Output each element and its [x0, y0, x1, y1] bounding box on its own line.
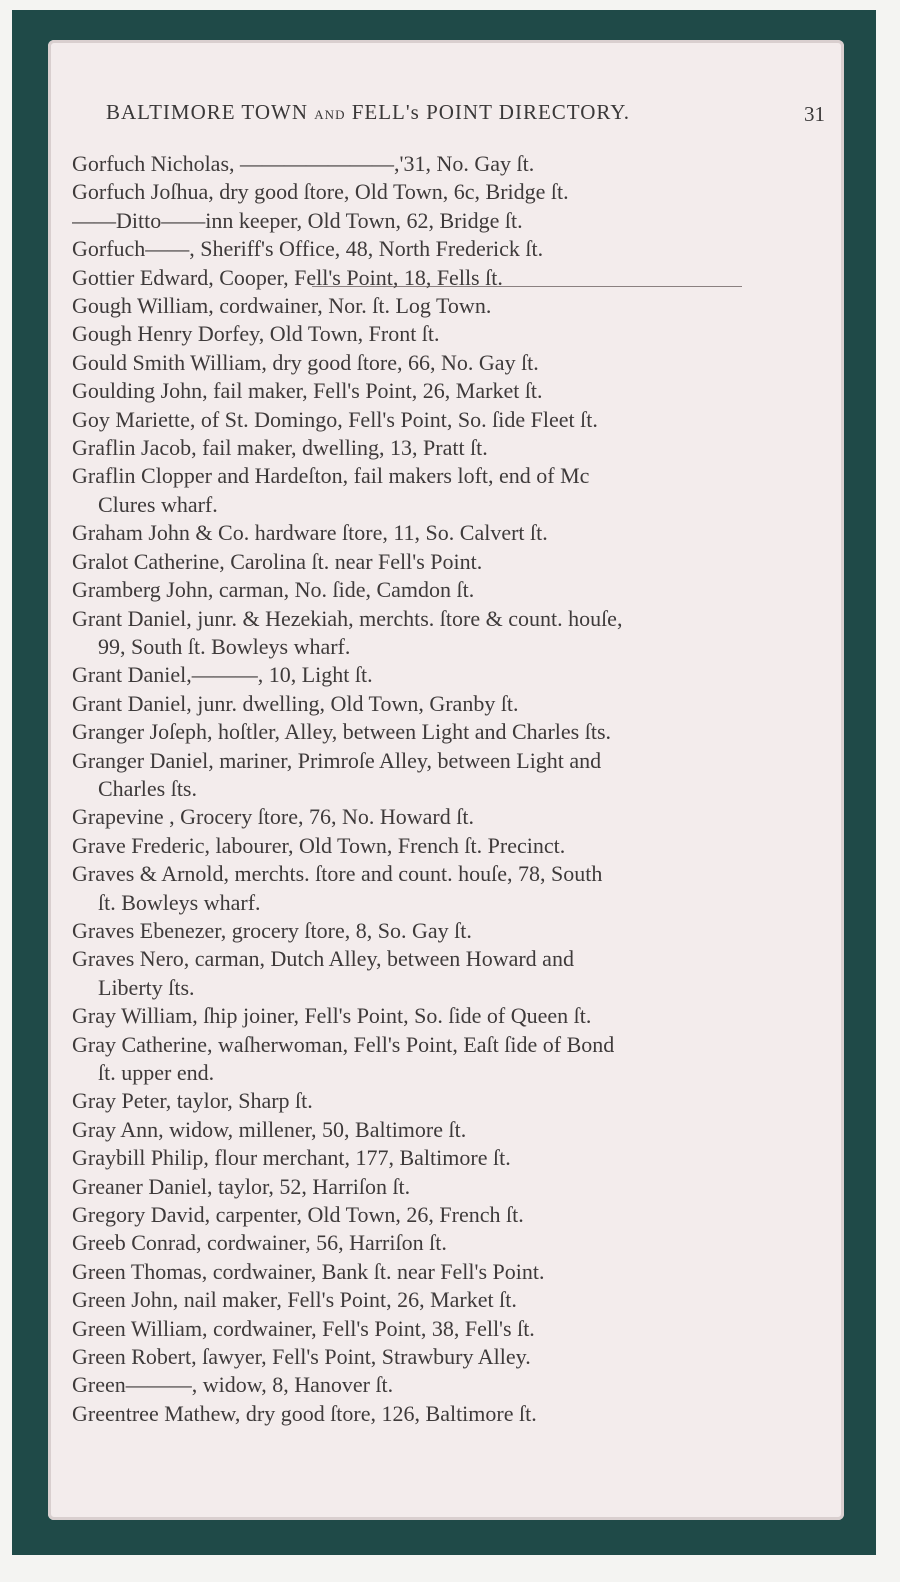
header-title-and: AND	[314, 107, 346, 122]
entry-line: Gramberg John, carman, No. ſide, Camdon ſt.	[72, 577, 475, 603]
directory-entry	[72, 860, 784, 917]
entry-line: Graves Ebenezer, grocery ſtore, 8, So. Gay ſt.	[72, 917, 472, 943]
directory-entry	[72, 462, 784, 519]
directory-entry	[72, 1400, 784, 1428]
directory-entry	[72, 718, 784, 746]
page-header	[106, 100, 816, 125]
entry-line: Gray Peter, taylor, Sharp ſt.	[72, 1088, 313, 1114]
entry-continuation: Charles ſts.	[98, 775, 197, 801]
entry-line: ——Ditto——inn keeper, Old Town, 62, Bridge ſt.	[72, 207, 523, 233]
entry-line: Gorfuch——, Sheriff's Office, 48, North Frederick ſt.	[72, 236, 544, 262]
header-title-left: BALTIMORE TOWN	[106, 100, 309, 124]
entry-line: Green William, cordwainer, Fell's Point, 38, Fell's ſt.	[72, 1315, 535, 1341]
directory-entry	[72, 434, 784, 462]
entry-line: Grant Daniel, junr. & Hezekiah, merchts. ſtore & count. houſe,	[72, 605, 623, 631]
entry-continuation: ſt. Bowleys wharf.	[98, 889, 261, 915]
page-number: 31	[804, 102, 825, 126]
directory-entry	[72, 747, 784, 804]
entry-line: Gorfuch Joſhua, dry good ſtore, Old Town, 6c, Bridge ſt.	[72, 179, 569, 205]
entry-line: Goulding John, fail maker, Fell's Point, 26, Market ſt.	[72, 378, 543, 404]
directory-entries	[72, 150, 784, 1428]
entry-line: Green Robert, ſawyer, Fell's Point, Strawbury Alley.	[72, 1344, 531, 1370]
directory-entry	[72, 1087, 784, 1115]
entry-line: Goy Mariette, of St. Domingo, Fell's Point, So. ſide Fleet ſt.	[72, 406, 598, 432]
directory-entry	[72, 1116, 784, 1144]
entry-line: Gottier Edward, Cooper, Fell's Point, 18, Fells ſt.	[72, 264, 503, 290]
directory-entry	[72, 207, 784, 235]
directory-entry	[72, 576, 784, 604]
entry-line: Gould Smith William, dry good ſtore, 66, No. Gay ſt.	[72, 349, 539, 375]
entry-line: Green John, nail maker, Fell's Point, 26, Market ſt.	[72, 1287, 517, 1313]
entry-line: Gregory David, carpenter, Old Town, 26, French ſt.	[72, 1202, 524, 1228]
entry-line: Gough Henry Dorfey, Old Town, Front ſt.	[72, 321, 440, 347]
directory-entry	[72, 519, 784, 547]
directory-entry	[72, 605, 784, 662]
directory-entry	[72, 320, 784, 348]
directory-entry	[72, 1343, 784, 1371]
entry-line: Grant Daniel, junr. dwelling, Old Town, Granby ſt.	[72, 690, 519, 716]
directory-entry	[72, 377, 784, 405]
directory-entry	[72, 1031, 784, 1088]
directory-entry	[72, 406, 784, 434]
directory-entry	[72, 1286, 784, 1314]
entry-continuation: Liberty ſts.	[98, 974, 195, 1000]
entry-line: Green———, widow, 8, Hanover ſt.	[72, 1372, 394, 1398]
entry-line: Greeb Conrad, cordwainer, 56, Harriſon ſt.	[72, 1230, 447, 1256]
directory-entry	[72, 150, 784, 178]
directory-entry	[72, 264, 784, 292]
directory-entry	[72, 349, 784, 377]
entry-line: Gray Ann, widow, millener, 50, Baltimore ſt.	[72, 1116, 467, 1142]
entry-line: Graflin Clopper and Hardeſton, fail makers loft, end of Mc	[72, 463, 590, 489]
entry-line: Grapevine , Grocery ſtore, 76, No. Howard ſt.	[72, 804, 474, 830]
header-title-right: FELL's POINT DIRECTORY.	[351, 100, 630, 124]
directory-page	[48, 40, 844, 1520]
entry-line: Gorfuch Nicholas, ———————,'31, No. Gay ſt.	[72, 151, 535, 176]
entry-line: Graybill Philip, flour merchant, 177, Baltimore ſt.	[72, 1145, 511, 1171]
directory-entry	[72, 1002, 784, 1030]
directory-entry	[72, 832, 784, 860]
directory-entry	[72, 803, 784, 831]
directory-entry	[72, 235, 784, 263]
directory-entry	[72, 292, 784, 320]
directory-entry	[72, 1229, 784, 1257]
entry-line: Greentree Mathew, dry good ſtore, 126, Baltimore ſt.	[72, 1400, 537, 1426]
entry-continuation: Clures wharf.	[98, 491, 218, 517]
directory-entry	[72, 178, 784, 206]
entry-line: Graflin Jacob, fail maker, dwelling, 13, Pratt ſt.	[72, 435, 488, 461]
directory-entry	[72, 548, 784, 576]
entry-line: Gray William, ſhip joiner, Fell's Point, So. ſide of Queen ſt.	[72, 1003, 592, 1029]
directory-entry	[72, 1371, 784, 1399]
directory-entry	[72, 917, 784, 945]
entry-line: Green Thomas, cordwainer, Bank ſt. near Fell's Point.	[72, 1258, 545, 1284]
entry-line: Gralot Catherine, Carolina ſt. near Fell's Point.	[72, 548, 483, 574]
directory-entry	[72, 1144, 784, 1172]
entry-continuation: ſt. upper end.	[98, 1060, 215, 1085]
directory-entry	[72, 1258, 784, 1286]
directory-entry	[72, 1173, 784, 1201]
directory-entry	[72, 690, 784, 718]
entry-line: Graves & Arnold, merchts. ſtore and count. houſe, 78, South	[72, 861, 603, 887]
entry-line: Granger Daniel, mariner, Primroſe Alley, between Light and	[72, 747, 602, 773]
entry-line: Graham John & Co. hardware ſtore, 11, So. Calvert ſt.	[72, 520, 548, 546]
directory-entry	[72, 1315, 784, 1343]
entry-line: Gough William, cordwainer, Nor. ſt. Log Town.	[72, 293, 492, 319]
directory-entry	[72, 661, 784, 689]
entry-line: Greaner Daniel, taylor, 52, Harriſon ſt.	[72, 1173, 411, 1199]
entry-line: Grave Frederic, labourer, Old Town, French ſt. Precinct.	[72, 832, 566, 858]
entry-line: Gray Catherine, waſherwoman, Fell's Point, Eaſt ſide of Bond	[72, 1031, 615, 1057]
entry-line: Granger Joſeph, hoſtler, Alley, between Light and Charles ſts.	[72, 719, 611, 745]
directory-entry	[72, 945, 784, 1002]
directory-entry	[72, 1201, 784, 1229]
entry-line: Graves Nero, carman, Dutch Alley, between Howard and	[72, 946, 574, 972]
entry-line: Grant Daniel,———, 10, Light ſt.	[72, 662, 373, 688]
entry-continuation: 99, South ſt. Bowleys wharf.	[98, 633, 351, 659]
